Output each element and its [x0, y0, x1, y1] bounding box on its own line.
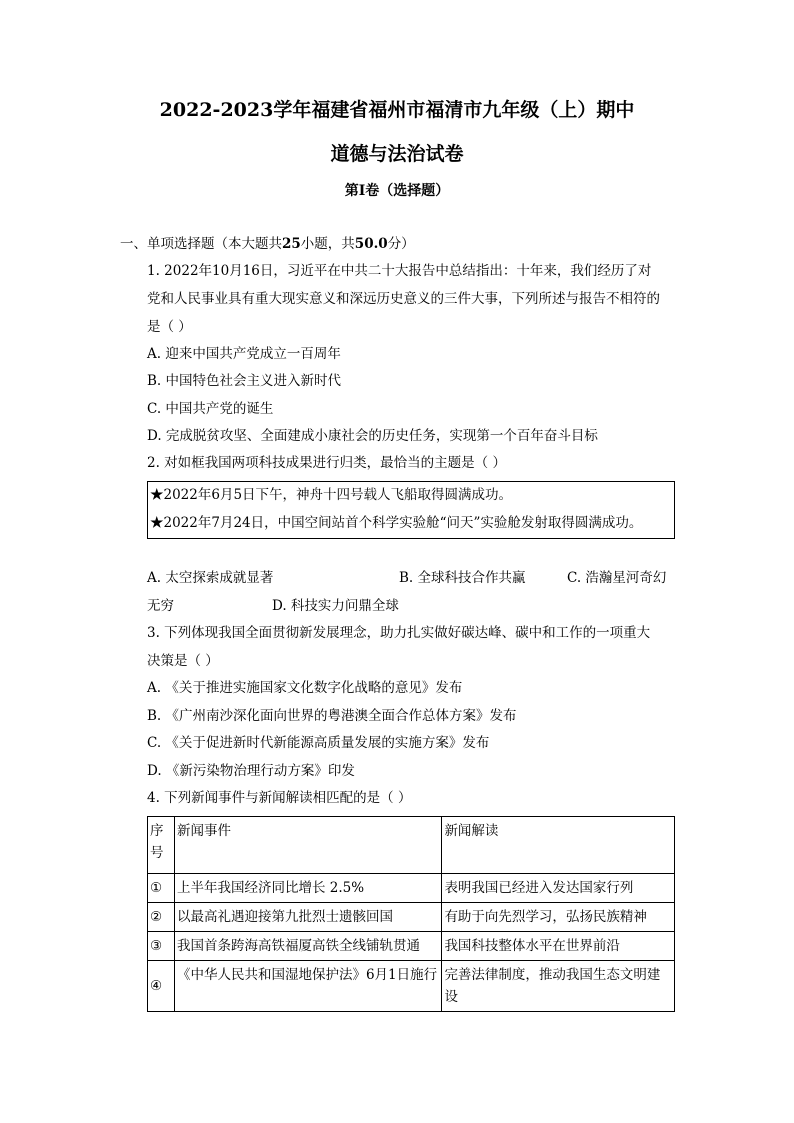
section-heading [120, 235, 415, 253]
q1-option-d: D. 完成脱贫攻坚、全面建成小康社会的历史任务，实现第一个百年奋斗目标 [147, 428, 598, 444]
q3-option-a: A. 《关于推进实施国家文化数字化战略的意见》发布 [147, 680, 463, 696]
row-interpretation: 我国科技整体水平在世界前沿 [442, 932, 675, 961]
q2-box-line1: ★2022年6月5日下午，神舟十四号载人飞船取得圆满成功。 [150, 487, 513, 503]
section-mid: 小题，共 [300, 236, 355, 252]
exam-title-line1: 2022-2023学年福建省福州市福清市九年级（上）期中 [159, 99, 635, 121]
table-row [148, 932, 675, 961]
table-header-row [148, 817, 675, 874]
row-interpretation: 有助于向先烈学习，弘扬民族精神 [442, 903, 675, 932]
row-interpretation: 完善法律制度，推动我国生态文明建设 [442, 961, 675, 1012]
q1-stem-line1: 1. 2022年10月16日，习近平在中共二十大报告中总结指出：十年来，我们经历了对 [147, 263, 652, 279]
q2-stem: 2. 对如框我国两项科技成果进行归类，最恰当的主题是（ ） [147, 455, 506, 471]
q3-option-d: D. 《新污染物治理行动方案》印发 [147, 763, 355, 779]
section-count: 25 [282, 236, 301, 252]
exam-title-line2: 道德与法治试卷 [330, 143, 464, 165]
q2-option-c: C. 浩瀚星河奇幻 [567, 570, 667, 586]
q1-stem-line3: 是（ ） [147, 319, 192, 335]
table-row [148, 903, 675, 932]
header-cell-event: 新闻事件 [174, 817, 441, 874]
row-event: 《中华人民共和国湿地保护法》6月1日施行 [174, 961, 441, 1012]
row-index: ① [148, 874, 175, 903]
row-event: 我国首条跨海高铁福厦高铁全线铺轨贯通 [174, 932, 441, 961]
q1-option-b: B. 中国特色社会主义进入新时代 [147, 373, 342, 389]
row-interpretation: 表明我国已经进入发达国家行列 [442, 874, 675, 903]
q2-option-b: B. 全球科技合作共赢 [399, 570, 526, 586]
q2-option-a: A. 太空探索成就显著 [147, 570, 274, 586]
q1-option-a: A. 迎来中国共产党成立一百周年 [147, 346, 341, 362]
header-cell-interpretation: 新闻解读 [442, 817, 675, 874]
q1-option-c: C. 中国共产党的诞生 [147, 401, 274, 417]
section-prefix: 一、单项选择题（本大题共 [120, 236, 282, 252]
q3-stem-line1: 3. 下列体现我国全面贯彻新发展理念，助力扎实做好碳达峰、碳中和工作的一项重大 [147, 625, 651, 641]
q4-stem: 4. 下列新闻事件与新闻解读相匹配的是（ ） [147, 790, 412, 806]
row-index: ③ [148, 932, 175, 961]
volume-heading: 第I卷（选择题） [344, 183, 450, 199]
q3-option-b: B. 《广州南沙深化面向世界的粤港澳全面合作总体方案》发布 [147, 708, 517, 724]
table-row [148, 961, 675, 1012]
q2-option-c-cont: 无穷 [147, 598, 174, 614]
section-suffix: 分） [387, 236, 415, 252]
row-event: 上半年我国经济同比增长 2.5% [174, 874, 441, 903]
q4-news-table [147, 816, 675, 1012]
table-row [148, 874, 675, 903]
q2-material-box [147, 481, 675, 539]
q2-option-d: D. 科技实力问鼎全球 [272, 598, 399, 614]
section-score: 50.0 [354, 236, 388, 252]
row-index: ④ [148, 961, 175, 1012]
q3-option-c: C. 《关于促进新时代新能源高质量发展的实施方案》发布 [147, 735, 490, 751]
q3-stem-line2: 决策是（ ） [147, 653, 219, 669]
row-event: 以最高礼遇迎接第九批烈士遗骸回国 [174, 903, 441, 932]
header-cell-index: 序号 [148, 817, 175, 874]
q1-stem-line2: 党和人民事业具有重大现实意义和深远历史意义的三件大事，下列所述与报告不相符的 [147, 291, 660, 307]
row-index: ② [148, 903, 175, 932]
q2-box-line2: ★2022年7月24日，中国空间站首个科学实验舱“问天”实验舱发射取得圆满成功。 [150, 515, 643, 531]
